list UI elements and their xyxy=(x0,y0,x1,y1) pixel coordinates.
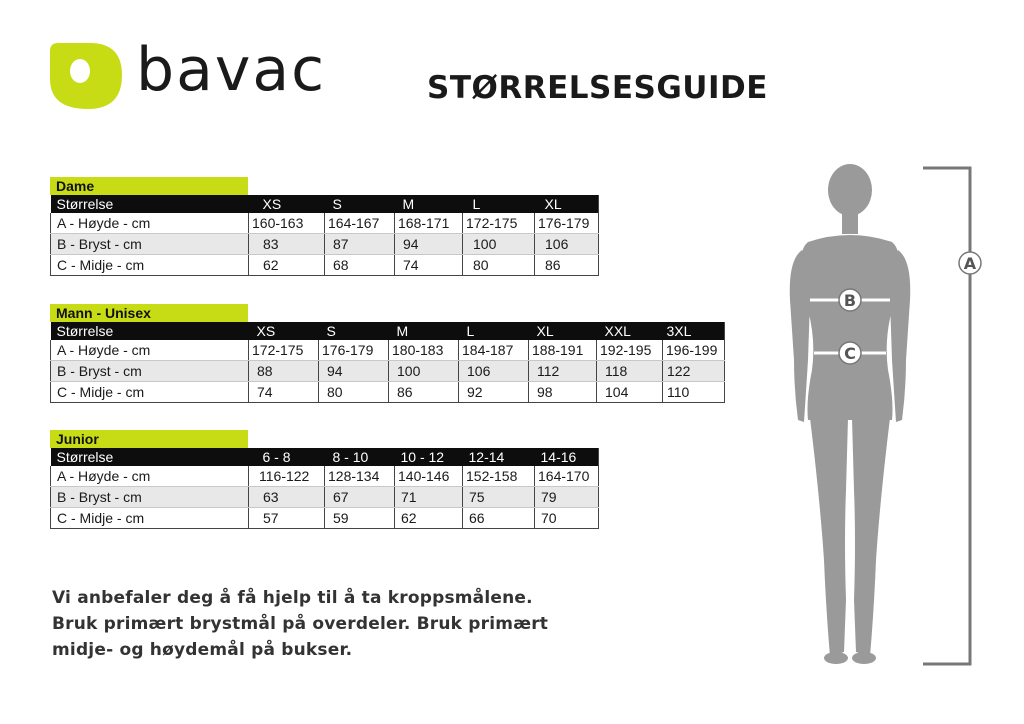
table-cell: 188-191 xyxy=(529,340,597,361)
page-title: STØRRELSESGUIDE xyxy=(427,70,768,106)
header-cell: 3XL xyxy=(663,322,725,340)
table-cell: 172-175 xyxy=(463,213,535,234)
header-cell: S xyxy=(319,322,389,340)
header-cell: L xyxy=(459,322,529,340)
header-cell: Størrelse xyxy=(51,448,249,466)
header-cell: Størrelse xyxy=(51,322,249,340)
table-cell: 62 xyxy=(395,508,463,529)
header-cell: 12-14 xyxy=(463,448,535,466)
table-cell: 59 xyxy=(325,508,395,529)
table-row xyxy=(51,234,599,255)
table-cell: 168-171 xyxy=(395,213,463,234)
measurement-note xyxy=(52,585,548,663)
header-cell: M xyxy=(389,322,459,340)
header-cell: XS xyxy=(249,322,319,340)
section-label: Dame xyxy=(50,177,248,195)
row-label: A - Høyde - cm xyxy=(51,340,249,361)
table-cell: 122 xyxy=(663,361,725,382)
table-row xyxy=(51,213,599,234)
marker-b: B xyxy=(843,291,857,310)
header-cell: XL xyxy=(535,195,599,213)
header-cell: L xyxy=(463,195,535,213)
table-header-row xyxy=(51,195,599,213)
table-cell: 92 xyxy=(459,382,529,403)
section-label: Mann - Unisex xyxy=(50,304,248,322)
table-cell: 106 xyxy=(459,361,529,382)
marker-a: A xyxy=(963,254,977,273)
table-cell: 184-187 xyxy=(459,340,529,361)
table-cell: 86 xyxy=(535,255,599,276)
table-mann-unisex xyxy=(50,304,725,403)
table-cell: 128-134 xyxy=(325,466,395,487)
table-cell: 172-175 xyxy=(249,340,319,361)
table-cell: 70 xyxy=(535,508,599,529)
header-cell: XL xyxy=(529,322,597,340)
table-cell: 164-167 xyxy=(325,213,395,234)
note-line: Bruk primært brystmål på overdeler. Bruk primært xyxy=(52,614,549,634)
table-cell: 180-183 xyxy=(389,340,459,361)
size-table xyxy=(50,322,725,403)
table-cell: 140-146 xyxy=(395,466,463,487)
table-cell: 94 xyxy=(395,234,463,255)
note-line: midje- og høydemål på bukser. xyxy=(52,640,353,660)
table-cell: 94 xyxy=(319,361,389,382)
table-cell: 112 xyxy=(529,361,597,382)
table-cell: 196-199 xyxy=(663,340,725,361)
table-cell: 88 xyxy=(249,361,319,382)
table-row xyxy=(51,340,725,361)
note-line: Vi anbefaler deg å få hjelp til å ta kroppsmålene. xyxy=(52,588,533,608)
row-label: C - Midje - cm xyxy=(51,382,249,403)
table-cell: 79 xyxy=(535,487,599,508)
marker-c: C xyxy=(844,344,856,363)
table-cell: 104 xyxy=(597,382,663,403)
table-junior xyxy=(50,430,599,529)
row-label: B - Bryst - cm xyxy=(51,234,249,255)
table-row xyxy=(51,487,599,508)
row-label: B - Bryst - cm xyxy=(51,487,249,508)
table-cell: 63 xyxy=(249,487,325,508)
table-cell: 62 xyxy=(249,255,325,276)
table-row xyxy=(51,466,599,487)
header-cell: 6 - 8 xyxy=(249,448,325,466)
header-cell: 10 - 12 xyxy=(395,448,463,466)
table-cell: 100 xyxy=(389,361,459,382)
table-cell: 74 xyxy=(249,382,319,403)
table-cell: 106 xyxy=(535,234,599,255)
table-cell: 192-195 xyxy=(597,340,663,361)
table-cell: 87 xyxy=(325,234,395,255)
row-label: A - Høyde - cm xyxy=(51,466,249,487)
header-cell: Størrelse xyxy=(51,195,249,213)
row-label: A - Høyde - cm xyxy=(51,213,249,234)
female-silhouette xyxy=(790,164,911,664)
table-header-row xyxy=(51,322,725,340)
table-cell: 110 xyxy=(663,382,725,403)
table-row xyxy=(51,508,599,529)
table-dame xyxy=(50,177,599,276)
table-row xyxy=(51,361,725,382)
table-cell: 66 xyxy=(463,508,535,529)
height-bracket xyxy=(923,168,970,664)
header-cell: M xyxy=(395,195,463,213)
table-cell: 164-170 xyxy=(535,466,599,487)
table-cell: 74 xyxy=(395,255,463,276)
section-label: Junior xyxy=(50,430,248,448)
header-cell: XS xyxy=(249,195,325,213)
table-cell: 83 xyxy=(249,234,325,255)
table-cell: 100 xyxy=(463,234,535,255)
brand-name: bavac xyxy=(136,35,327,105)
header-cell: 8 - 10 xyxy=(325,448,395,466)
table-header-row xyxy=(51,448,599,466)
table-cell: 75 xyxy=(463,487,535,508)
table-cell: 118 xyxy=(597,361,663,382)
size-table xyxy=(50,195,599,276)
size-table xyxy=(50,448,599,529)
table-cell: 57 xyxy=(249,508,325,529)
table-cell: 176-179 xyxy=(319,340,389,361)
table-cell: 152-158 xyxy=(463,466,535,487)
row-label: B - Bryst - cm xyxy=(51,361,249,382)
table-cell: 67 xyxy=(325,487,395,508)
table-row xyxy=(51,255,599,276)
table-cell: 68 xyxy=(325,255,395,276)
table-cell: 86 xyxy=(389,382,459,403)
table-cell: 116-122 xyxy=(249,466,325,487)
header-cell: S xyxy=(325,195,395,213)
table-cell: 98 xyxy=(529,382,597,403)
table-cell: 176-179 xyxy=(535,213,599,234)
table-cell: 160-163 xyxy=(249,213,325,234)
table-cell: 80 xyxy=(319,382,389,403)
body-measurement-figure xyxy=(780,160,1000,680)
table-cell: 71 xyxy=(395,487,463,508)
header-cell: 14-16 xyxy=(535,448,599,466)
row-label: C - Midje - cm xyxy=(51,255,249,276)
table-cell: 80 xyxy=(463,255,535,276)
row-label: C - Midje - cm xyxy=(51,508,249,529)
header-cell: XXL xyxy=(597,322,663,340)
table-row xyxy=(51,382,725,403)
